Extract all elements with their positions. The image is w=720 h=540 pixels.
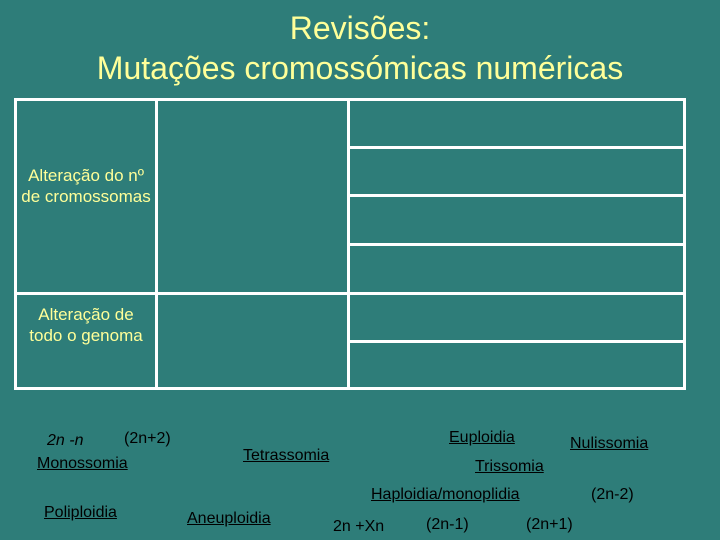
- tile-tetrassomia[interactable]: Tetrassomia: [243, 447, 330, 464]
- table-col-divider-1: [155, 98, 158, 390]
- table-subrow-divider-2: [347, 194, 686, 197]
- tile-trissomia[interactable]: Trissomia: [475, 458, 544, 475]
- tile-aneuploidia[interactable]: Aneuploidia: [187, 510, 271, 527]
- tile-2n-xn[interactable]: 2n +Xn: [333, 518, 385, 535]
- table-row-divider-main: [14, 292, 686, 295]
- table-subrow-divider-3: [347, 243, 686, 246]
- table-border-left: [14, 98, 17, 390]
- tile-haploidia-monoplidia[interactable]: Haploidia/monoplidia: [371, 486, 520, 503]
- table-border-top: [14, 98, 686, 101]
- tile-poliploidia[interactable]: Poliploidia: [44, 504, 117, 521]
- tile-2n-plus-2[interactable]: (2n+2): [124, 430, 171, 447]
- tile-nulissomia[interactable]: Nulissomia: [570, 435, 649, 452]
- tile-euploidia[interactable]: Euploidia: [449, 429, 515, 446]
- table-subrow-divider-1: [347, 146, 686, 149]
- slide-title: [0, 8, 720, 88]
- tile-2n-minus-n[interactable]: 2n -n: [47, 432, 84, 449]
- table-subrow-divider-4: [347, 340, 686, 343]
- title-line-1: Revisões:: [289, 10, 431, 46]
- row-label-chromosome-number: Alteração do nº de cromossomas: [21, 166, 151, 206]
- tile-2n-minus-1[interactable]: (2n-1): [426, 516, 469, 533]
- tile-2n-plus-1[interactable]: (2n+1): [526, 516, 573, 533]
- row-label-whole-genome: Alteração de todo o genoma: [29, 305, 143, 345]
- table-border-bottom: [14, 387, 686, 390]
- title-line-2: Mutações cromossómicas numéricas: [96, 50, 624, 86]
- tile-2n-minus-2[interactable]: (2n-2): [591, 486, 634, 503]
- tile-monossomia[interactable]: Monossomia: [37, 455, 128, 472]
